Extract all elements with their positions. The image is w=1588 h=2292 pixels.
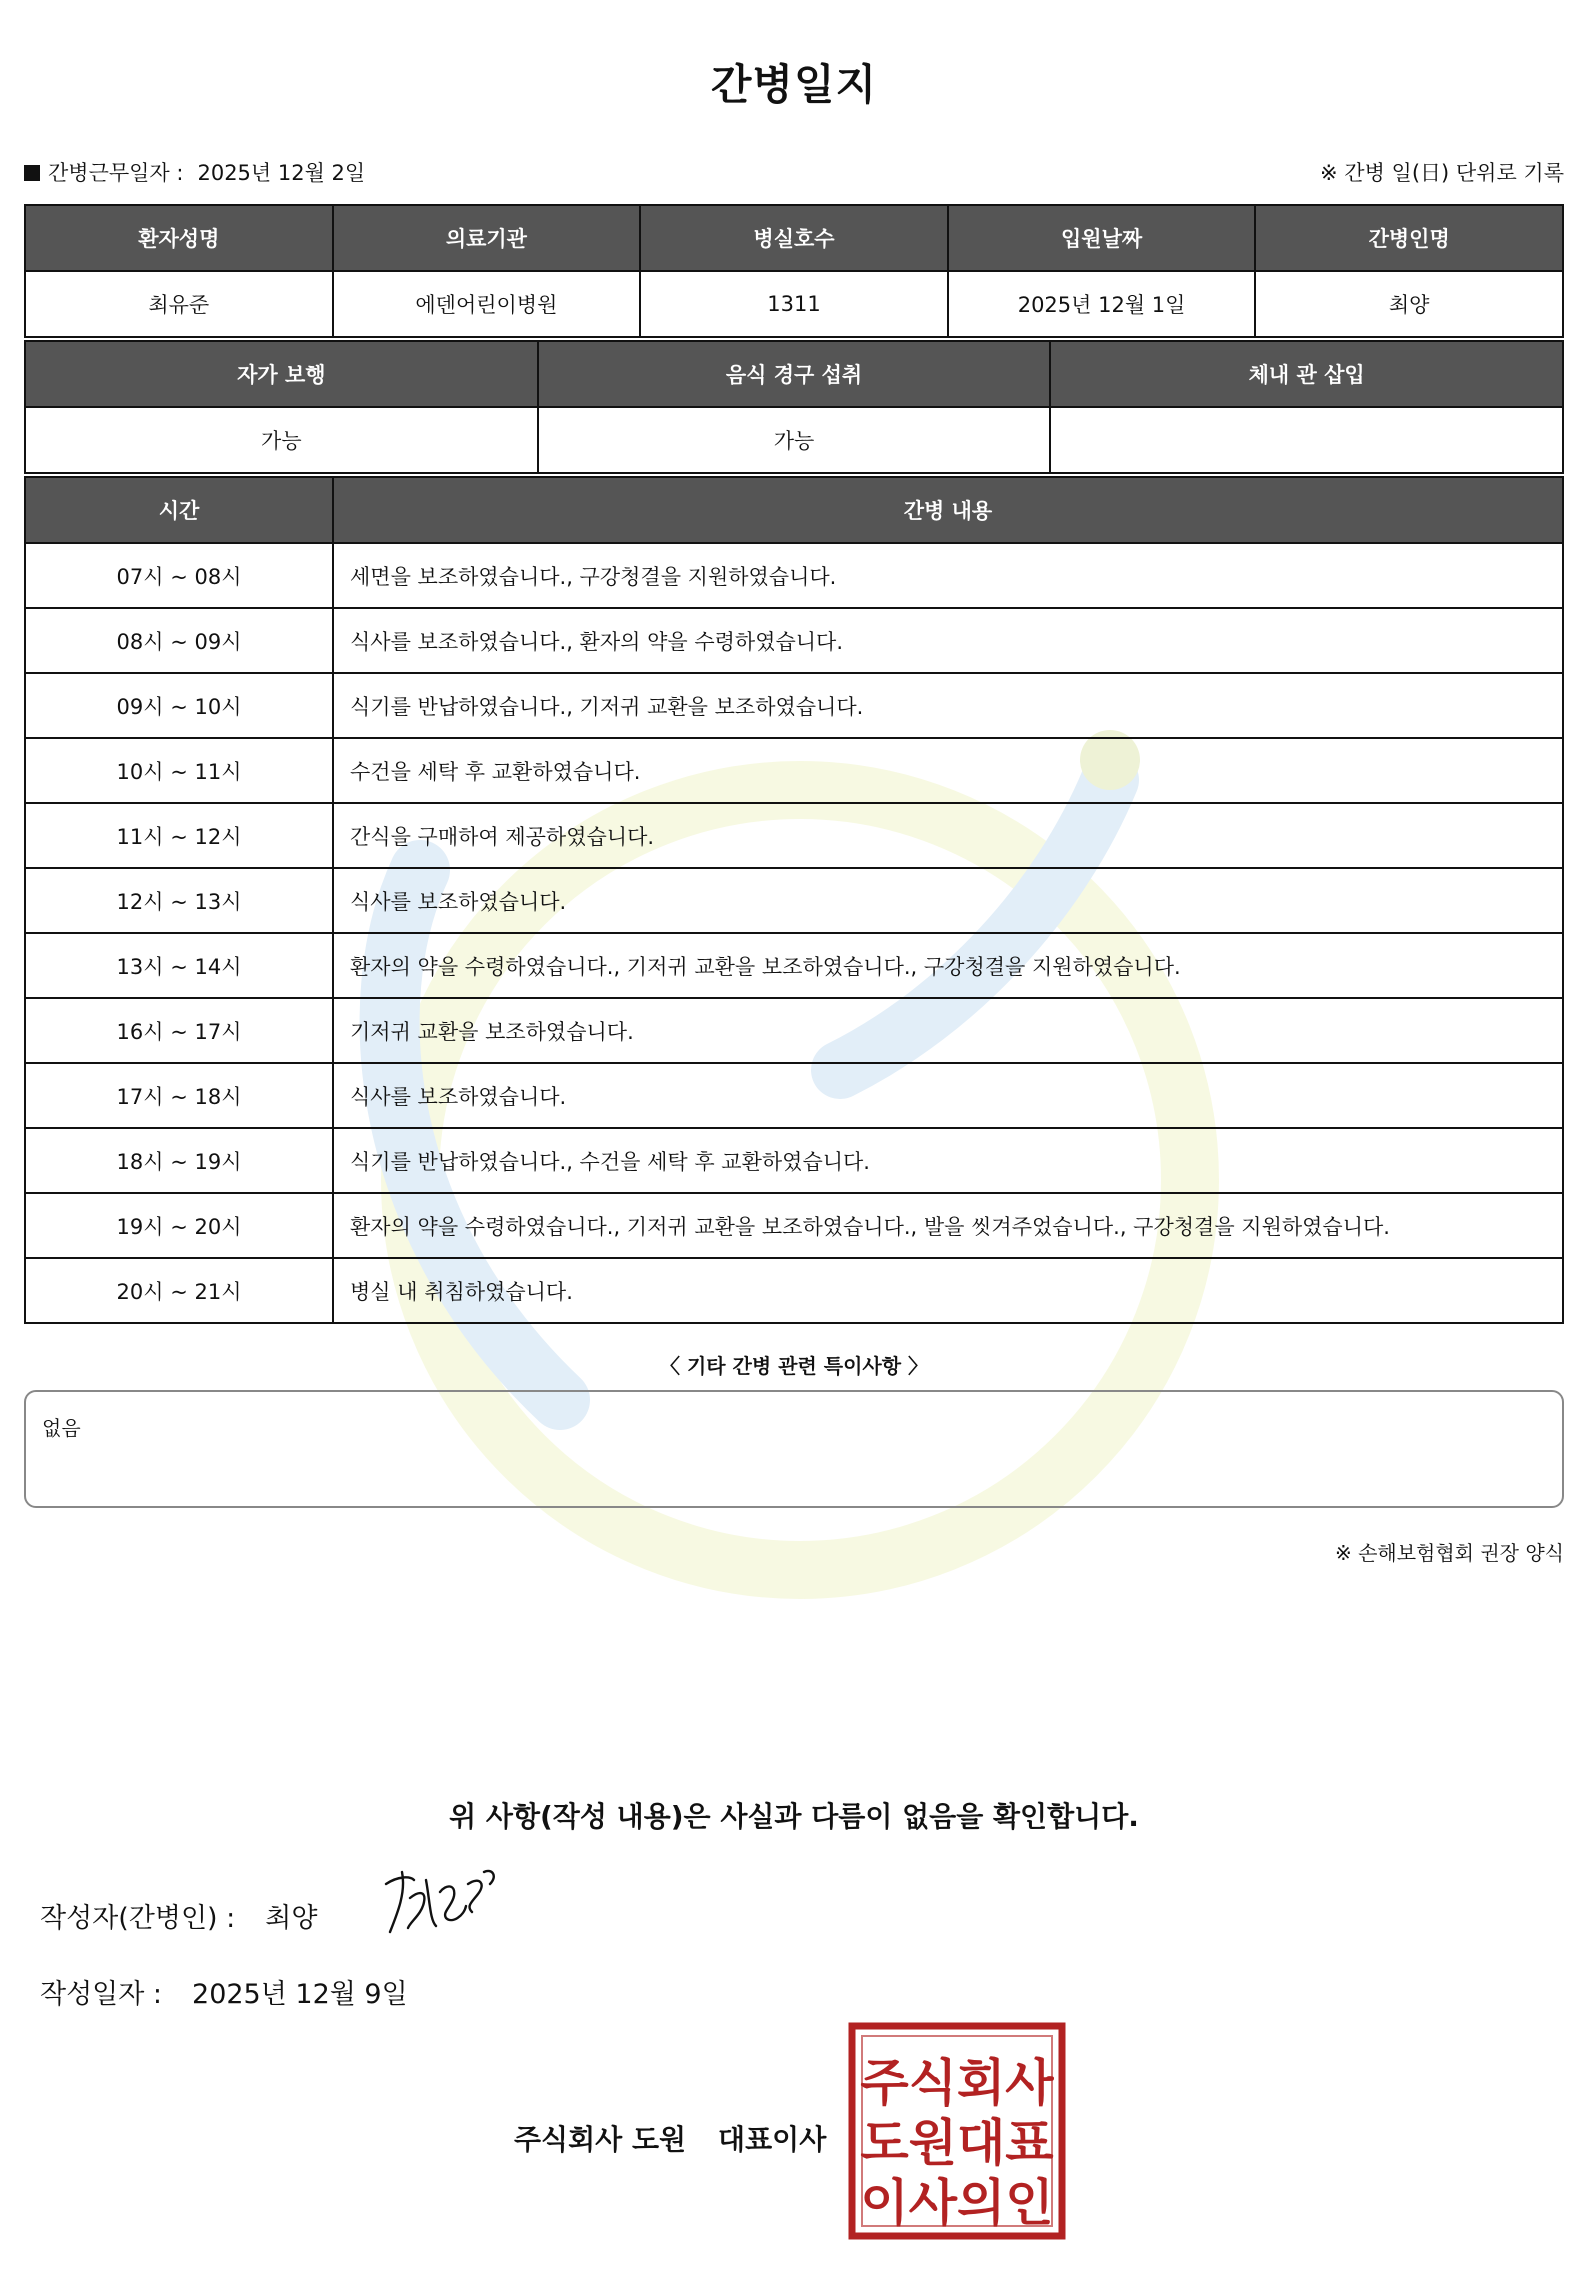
oral-intake-status: 가능 xyxy=(538,407,1051,473)
row-time: 13시 ~ 14시 xyxy=(25,933,333,998)
seal-line-2: 도원대표 xyxy=(860,2114,1054,2172)
company-name: 주식회사 도원 xyxy=(514,2123,687,2156)
institution: 에덴어린이병원 xyxy=(333,271,641,337)
row-time: 08시 ~ 09시 xyxy=(25,608,333,673)
row-time: 19시 ~ 20시 xyxy=(25,1193,333,1258)
admission-date: 2025년 12월 1일 xyxy=(948,271,1256,337)
written-date-line xyxy=(40,1972,408,2011)
unit-note: ※ 간병 일(日) 단위로 기록 xyxy=(1320,161,1564,185)
room-number: 1311 xyxy=(640,271,948,337)
patient-name: 최유준 xyxy=(25,271,333,337)
care-log-table xyxy=(24,476,1564,1324)
table-row xyxy=(25,1063,1563,1128)
row-time: 17시 ~ 18시 xyxy=(25,1063,333,1128)
caregiver-name: 최양 xyxy=(1255,271,1563,337)
row-content: 식사를 보조하였습니다. xyxy=(333,868,1563,933)
row-content: 세면을 보조하였습니다., 구강청결을 지원하였습니다. xyxy=(333,543,1563,608)
table-row xyxy=(25,1193,1563,1258)
company-representative: 대표이사 xyxy=(718,2123,827,2156)
header-caregiver: 간병인명 xyxy=(1255,205,1563,271)
document-title: 간병일지 xyxy=(710,60,878,109)
row-time: 16시 ~ 17시 xyxy=(25,998,333,1063)
row-content: 식기를 반납하였습니다., 수건을 세탁 후 교환하였습니다. xyxy=(333,1128,1563,1193)
writer-line xyxy=(40,1896,317,1935)
table-row xyxy=(25,543,1563,608)
table-row xyxy=(25,868,1563,933)
notes-text: 없음 xyxy=(42,1416,81,1440)
header-tube: 체내 관 삽입 xyxy=(1050,341,1563,407)
row-content: 환자의 약을 수령하였습니다., 기저귀 교환을 보조하였습니다., 구강청결을 지원하였습니다. xyxy=(333,933,1563,998)
table-row xyxy=(25,608,1563,673)
table-row xyxy=(25,933,1563,998)
row-time: 11시 ~ 12시 xyxy=(25,803,333,868)
header-care-content: 간병 내용 xyxy=(333,477,1563,543)
row-content: 간식을 구매하여 제공하였습니다. xyxy=(333,803,1563,868)
row-time: 07시 ~ 08시 xyxy=(25,543,333,608)
header-admission-date: 입원날짜 xyxy=(948,205,1256,271)
square-bullet-icon xyxy=(24,165,40,181)
notes-box xyxy=(24,1390,1564,1508)
seal-line-3: 이사의인 xyxy=(860,2174,1054,2232)
table-row xyxy=(25,803,1563,868)
writer-name: 최양 xyxy=(265,1903,318,1934)
seal-line-1: 주식회사 xyxy=(860,2054,1054,2112)
row-content: 식기를 반납하였습니다., 기저귀 교환을 보조하였습니다. xyxy=(333,673,1563,738)
company-seal-stamp xyxy=(846,2020,1068,2242)
written-date-label: 작성일자 : xyxy=(40,1979,163,2010)
form-note: ※ 손해보험협회 권장 양식 xyxy=(1334,1541,1564,1565)
work-date-label: 간병근무일자 : xyxy=(48,161,184,185)
header-walking: 자가 보행 xyxy=(25,341,538,407)
header-time: 시간 xyxy=(25,477,333,543)
table-row xyxy=(25,673,1563,738)
confirmation-statement: 위 사항(작성 내용)은 사실과 다름이 없음을 확인합니다. xyxy=(449,1800,1139,1833)
writer-label: 작성자(간병인) : xyxy=(40,1903,236,1934)
table-row xyxy=(25,1258,1563,1323)
row-content: 병실 내 취침하였습니다. xyxy=(333,1258,1563,1323)
tube-status xyxy=(1050,407,1563,473)
row-time: 20시 ~ 21시 xyxy=(25,1258,333,1323)
work-date-value: 2025년 12월 2일 xyxy=(197,161,366,185)
table-row xyxy=(25,1128,1563,1193)
table-row xyxy=(25,738,1563,803)
header-room: 병실호수 xyxy=(640,205,948,271)
row-content: 식사를 보조하였습니다. xyxy=(333,1063,1563,1128)
patient-status-table xyxy=(24,340,1564,474)
header-patient-name: 환자성명 xyxy=(25,205,333,271)
row-content: 식사를 보조하였습니다., 환자의 약을 수령하였습니다. xyxy=(333,608,1563,673)
row-time: 12시 ~ 13시 xyxy=(25,868,333,933)
table-row xyxy=(25,998,1563,1063)
header-institution: 의료기관 xyxy=(333,205,641,271)
signature-image xyxy=(380,1862,520,1942)
company-line xyxy=(514,2118,826,2158)
written-date-value: 2025년 12월 9일 xyxy=(192,1979,408,2010)
row-content: 수건을 세탁 후 교환하였습니다. xyxy=(333,738,1563,803)
work-date xyxy=(24,157,365,187)
row-content: 환자의 약을 수령하였습니다., 기저귀 교환을 보조하였습니다., 발을 씻겨주었습니다., 구강청결을 지원하였습니다. xyxy=(333,1193,1563,1258)
patient-info-table xyxy=(24,204,1564,338)
notes-title: 〈 기타 간병 관련 특이사항 〉 xyxy=(659,1354,928,1378)
row-content: 기저귀 교환을 보조하였습니다. xyxy=(333,998,1563,1063)
row-time: 18시 ~ 19시 xyxy=(25,1128,333,1193)
walking-status: 가능 xyxy=(25,407,538,473)
row-time: 09시 ~ 10시 xyxy=(25,673,333,738)
header-oral-intake: 음식 경구 섭취 xyxy=(538,341,1051,407)
row-time: 10시 ~ 11시 xyxy=(25,738,333,803)
